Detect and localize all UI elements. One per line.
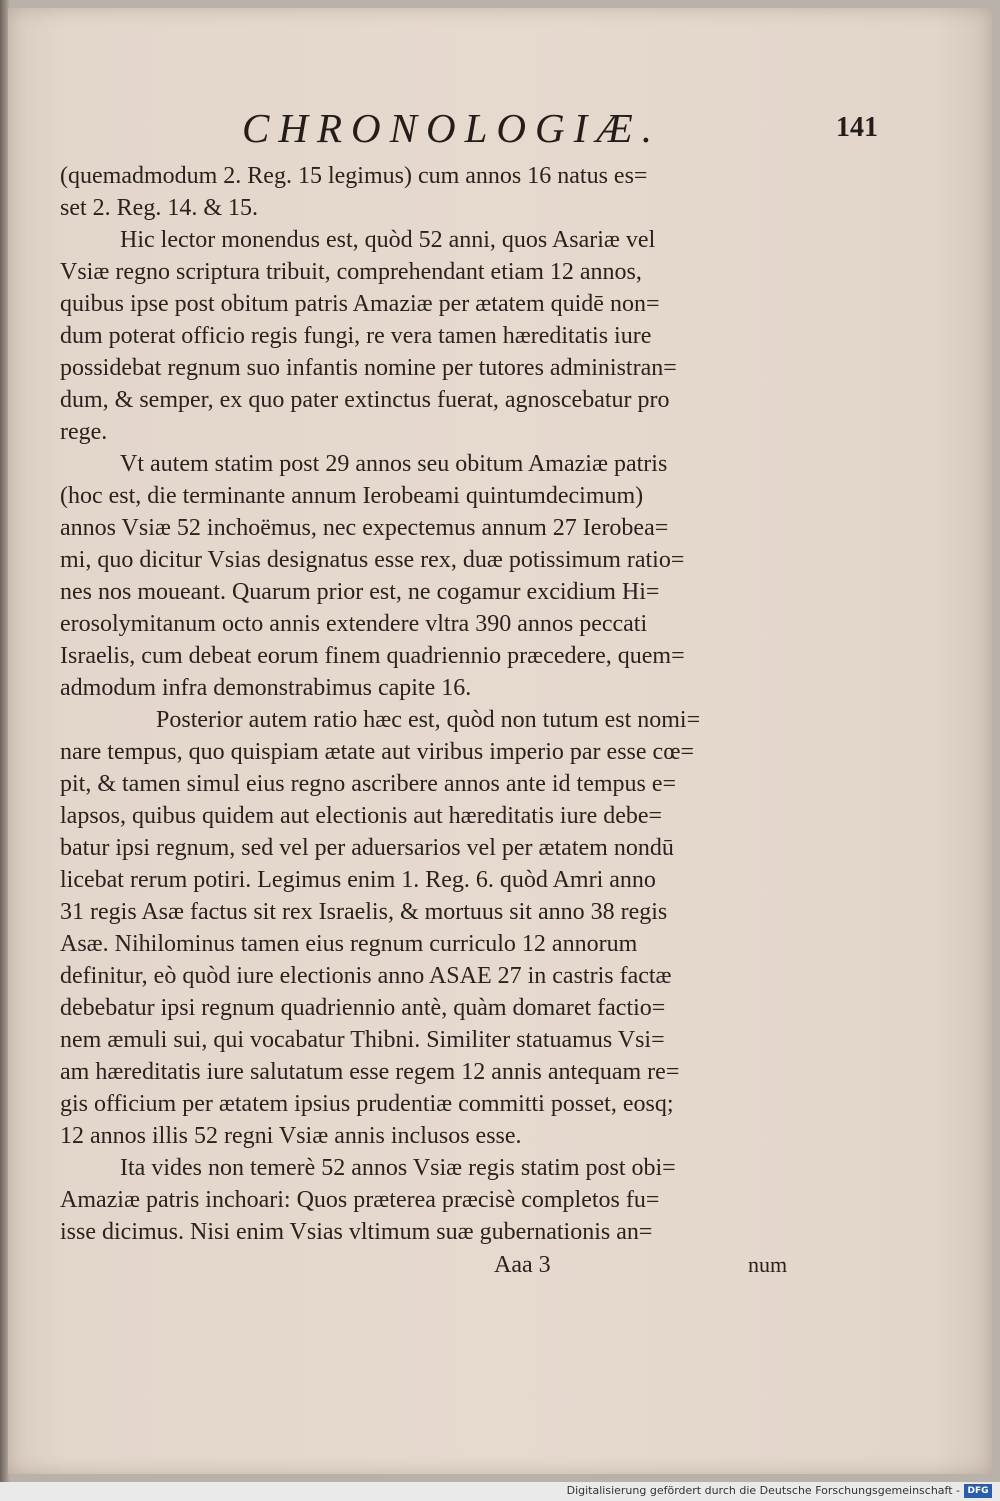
text-line: pit, & tamen simul eius regno ascribere annos ante id tempus e= — [60, 771, 677, 797]
text-line: (hoc est, die terminante annum Ierobeami quintumdecimum) — [60, 483, 644, 509]
text-line: quibus ipse post obitum patris Amaziæ per ætatem quidē non= — [60, 291, 660, 317]
text-line: am hæreditatis iure salutatum esse regem 12 annis antequam re= — [60, 1059, 680, 1085]
text-line: batur ipsi regnum, sed vel per aduersarios vel per ætatem nondū — [60, 835, 674, 861]
text-line: Vsiæ regno scriptura tribuit, comprehendant etiam 12 annos, — [60, 259, 642, 285]
text-line: (quemadmodum 2. Reg. 15 legimus) cum annos 16 natus es= — [60, 163, 648, 189]
text-line: Israelis, cum debeat eorum finem quadriennio præcedere, quem= — [60, 643, 685, 669]
text-line: mi, quo dicitur Vsias designatus esse rex, duæ potissimum ratio= — [60, 547, 685, 573]
page-number: 141 — [836, 112, 878, 143]
text-line: gis officium per ætatem ipsius prudentiæ committi posset, eosq; — [60, 1091, 674, 1117]
signature-mark: Aaa 3 — [494, 1252, 551, 1278]
text-line: nem æmuli sui, qui vocabatur Thibni. Similiter statuamus Vsi= — [60, 1027, 665, 1053]
dfg-logo-icon[interactable]: DFG — [964, 1484, 992, 1498]
body-text — [60, 160, 826, 1248]
text-line: lapsos, quibus quidem aut electionis aut hæreditatis iure debe= — [60, 803, 663, 829]
text-line: dum poterat officio regis fungi, re vera tamen hæreditatis iure — [60, 323, 652, 349]
text-line: Vt autem statim post 29 annos seu obitum Amaziæ patris — [120, 451, 668, 477]
text-line: set 2. Reg. 14. & 15. — [60, 195, 258, 221]
text-line: admodum infra demonstrabimus capite 16. — [60, 675, 472, 701]
text-line: 31 regis Asæ factus sit rex Israelis, & mortuus sit anno 38 regis — [60, 899, 668, 925]
text-line: Posterior autem ratio hæc est, quòd non tutum est nomi= — [156, 707, 701, 733]
text-line: Amaziæ patris inchoari: Quos præterea præcisè completos fu= — [60, 1187, 660, 1213]
text-line: Hic lector monendus est, quòd 52 anni, quos Asariæ vel — [120, 227, 656, 253]
catchword: num — [748, 1252, 788, 1277]
text-line: isse dicimus. Nisi enim Vsias vltimum suæ gubernationis an= — [60, 1219, 653, 1245]
text-line: erosolymitanum octo annis extendere vltra 390 annos peccati — [60, 611, 648, 637]
text-line: nes nos moueant. Quarum prior est, ne cogamur excidium Hi= — [60, 579, 660, 605]
running-title: CHRONOLOGIÆ. — [242, 105, 661, 151]
text-line: nare tempus, quo quispiam ætate aut viribus imperio par esse cœ= — [60, 739, 695, 765]
text-line: Ita vides non temerè 52 annos Vsiæ regis statim post obi= — [120, 1155, 676, 1181]
text-line: dum, & semper, ex quo pater extinctus fuerat, agnoscebatur pro — [60, 387, 670, 413]
text-line: annos Vsiæ 52 inchoëmus, nec expectemus annum 27 Ierobea= — [60, 515, 669, 541]
text-line: definitur, eò quòd iure electionis anno ASAE 27 in castris factæ — [60, 963, 672, 989]
text-line: Asæ. Nihilominus tamen eius regnum curriculo 12 annorum — [60, 931, 638, 957]
attribution-text: Digitalisierung gefördert durch die Deutsche Forschungsgemeinschaft - — [566, 1484, 960, 1497]
text-line: possidebat regnum suo infantis nomine per tutores administran= — [60, 355, 677, 381]
text-line: 12 annos illis 52 regni Vsiæ annis inclusos esse. — [60, 1123, 522, 1149]
text-line: licebat rerum potiri. Legimus enim 1. Reg. 6. quòd Amri anno — [60, 867, 656, 893]
text-line: rege. — [60, 419, 108, 445]
text-line: debebatur ipsi regnum quadriennio antè, quàm domaret factio= — [60, 995, 666, 1021]
